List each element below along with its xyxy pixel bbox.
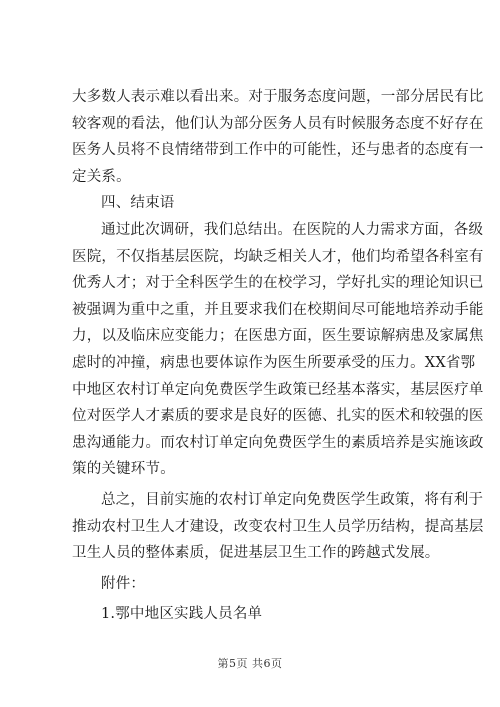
text-line: 被强调为重中之重，并且要求我们在校期间尽可能地培养动手能: [72, 301, 484, 318]
paragraph-service-attitude: [72, 84, 484, 190]
text-line: 医院，不仅指基层医院，均缺乏相关人才，他们均希望各科室有: [72, 248, 484, 265]
text-line: 医务人员将不良情绪带到工作中的可能性，还与患者的态度有一: [72, 142, 484, 159]
text-line: 通过此次调研，我们总结出。在医院的人力需求方面，各级: [101, 221, 484, 238]
paragraph-summary: [72, 217, 484, 483]
section-heading-conclusion: [72, 190, 432, 217]
text-line: 定关系。: [72, 168, 131, 185]
text-line: 较客观的看法，他们认为部分医务人员有时候服务态度不好存在: [72, 115, 484, 132]
text-line: 优秀人才；对于全科医学生的在校学习，学好扎实的理论知识已: [72, 275, 484, 292]
page-footer: [0, 655, 500, 671]
text-line: 推动农村卫生人才建设，改变农村卫生人员学历结构，提高基层: [72, 518, 484, 535]
page-number: 第5页 共6页: [217, 657, 283, 670]
text-line: 卫生人员的整体素质，促进基层卫生工作的跨越式发展。: [72, 545, 440, 562]
text-line: 位对医学人才素质的要求是良好的医德、扎实的医术和较强的医: [72, 408, 484, 425]
text-line: 大多数人表示难以看出来。对于服务态度问题，一部分居民有比: [72, 89, 484, 105]
text-line: 总之，目前实施的农村订单定向免费医学生政策，将有利于: [101, 491, 484, 508]
text-line: 虑时的冲撞，病患也要体谅作为医生所要承受的压力。XX省鄂: [72, 354, 476, 371]
text-line: 中地区农村订单定向免费医学生政策已经基本落实，基层医疗单: [72, 381, 484, 398]
section-heading-text: 四、结束语: [101, 195, 175, 212]
attachment-label-text: 附件：: [101, 575, 146, 592]
attachment-label: [72, 571, 432, 598]
attachment-list: [72, 601, 432, 628]
text-line: 患沟通能力。而农村订单定向免费医学生的素质培养是实施该政: [72, 434, 484, 451]
text-line: 策的关键环节。: [72, 461, 175, 478]
document-body: [72, 84, 484, 628]
text-line: 力，以及临床应变能力；在医患方面，医生要谅解病患及家属焦: [72, 328, 484, 345]
paragraph-conclusion: [72, 487, 484, 567]
attachment-item: 1.鄂中地区实践人员名单: [101, 606, 263, 623]
